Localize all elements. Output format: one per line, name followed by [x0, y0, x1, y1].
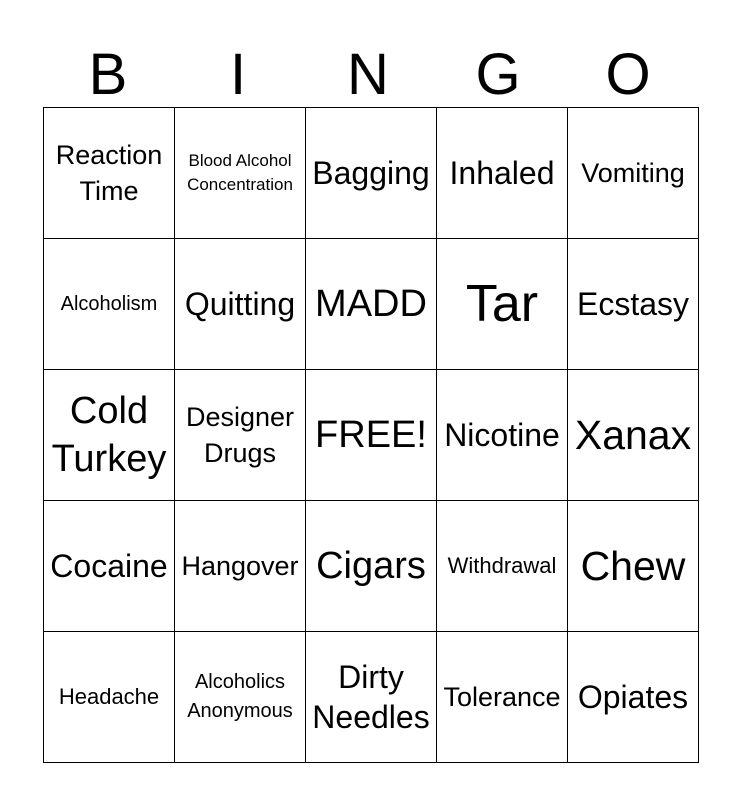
cell-label: Hangover — [181, 551, 299, 581]
cell-label: Opiates — [577, 678, 689, 715]
board-cell[interactable] — [437, 108, 568, 239]
board-cell[interactable] — [175, 108, 306, 239]
cell-label: Inhaled — [449, 154, 555, 191]
board-cell[interactable] — [568, 370, 699, 501]
cell-label: Alcoholics Anonymous — [187, 671, 293, 722]
board-cell[interactable] — [175, 632, 306, 763]
cell-label: MADD — [315, 283, 427, 325]
header-letter-n: N — [347, 42, 389, 107]
board-cell[interactable] — [44, 239, 175, 370]
board-row — [44, 239, 699, 370]
board-cell[interactable] — [44, 501, 175, 632]
header-letter-g: G — [475, 42, 521, 107]
cell-label: Designer Drugs — [185, 402, 295, 468]
cell-label: Cigars — [316, 545, 426, 587]
cell-label: Blood Alcohol Concentration — [187, 151, 293, 194]
board-cell[interactable] — [437, 501, 568, 632]
cell-label: Bagging — [312, 154, 430, 191]
board-cell[interactable] — [306, 239, 437, 370]
board-row — [44, 632, 699, 763]
board-cell[interactable] — [568, 501, 699, 632]
board-cell[interactable] — [306, 108, 437, 239]
board-cell[interactable] — [44, 632, 175, 763]
cell-label: Xanax — [574, 411, 692, 458]
board-row — [44, 501, 699, 632]
board-cell[interactable] — [568, 239, 699, 370]
cell-label: Dirty Needles — [312, 659, 430, 735]
bingo-board — [43, 107, 699, 763]
cell-label: Cold Turkey — [51, 390, 167, 480]
free-space[interactable] — [306, 370, 437, 501]
cell-label: Nicotine — [444, 416, 560, 453]
cell-label: Headache — [58, 684, 160, 709]
board-cell[interactable] — [175, 370, 306, 501]
bingo-header — [43, 42, 693, 108]
board-cell[interactable] — [44, 108, 175, 239]
board-cell[interactable] — [44, 370, 175, 501]
cell-label: Vomiting — [581, 158, 685, 188]
cell-label: Alcoholism — [60, 292, 158, 315]
cell-label: Quitting — [184, 285, 296, 322]
header-letter-i: I — [229, 42, 247, 107]
cell-label: Reaction Time — [55, 140, 163, 206]
cell-label: Cocaine — [50, 547, 168, 584]
board-cell[interactable] — [175, 239, 306, 370]
cell-label: Tar — [465, 275, 539, 333]
cell-label: FREE! — [315, 414, 427, 456]
cell-label: Tolerance — [443, 682, 561, 712]
cell-label: Chew — [580, 542, 686, 589]
cell-label: Ecstasy — [576, 285, 690, 322]
board-cell[interactable] — [175, 501, 306, 632]
board-cell[interactable] — [306, 632, 437, 763]
board-cell[interactable] — [306, 501, 437, 632]
board-cell[interactable] — [437, 370, 568, 501]
board-cell[interactable] — [437, 239, 568, 370]
cell-label: Withdrawal — [447, 553, 557, 578]
header-letter-o: O — [605, 42, 651, 107]
board-cell[interactable] — [568, 632, 699, 763]
header-letter-b: B — [88, 42, 128, 107]
board-row — [44, 370, 699, 501]
board-cell[interactable] — [568, 108, 699, 239]
board-row — [44, 108, 699, 239]
board-cell[interactable] — [437, 632, 568, 763]
